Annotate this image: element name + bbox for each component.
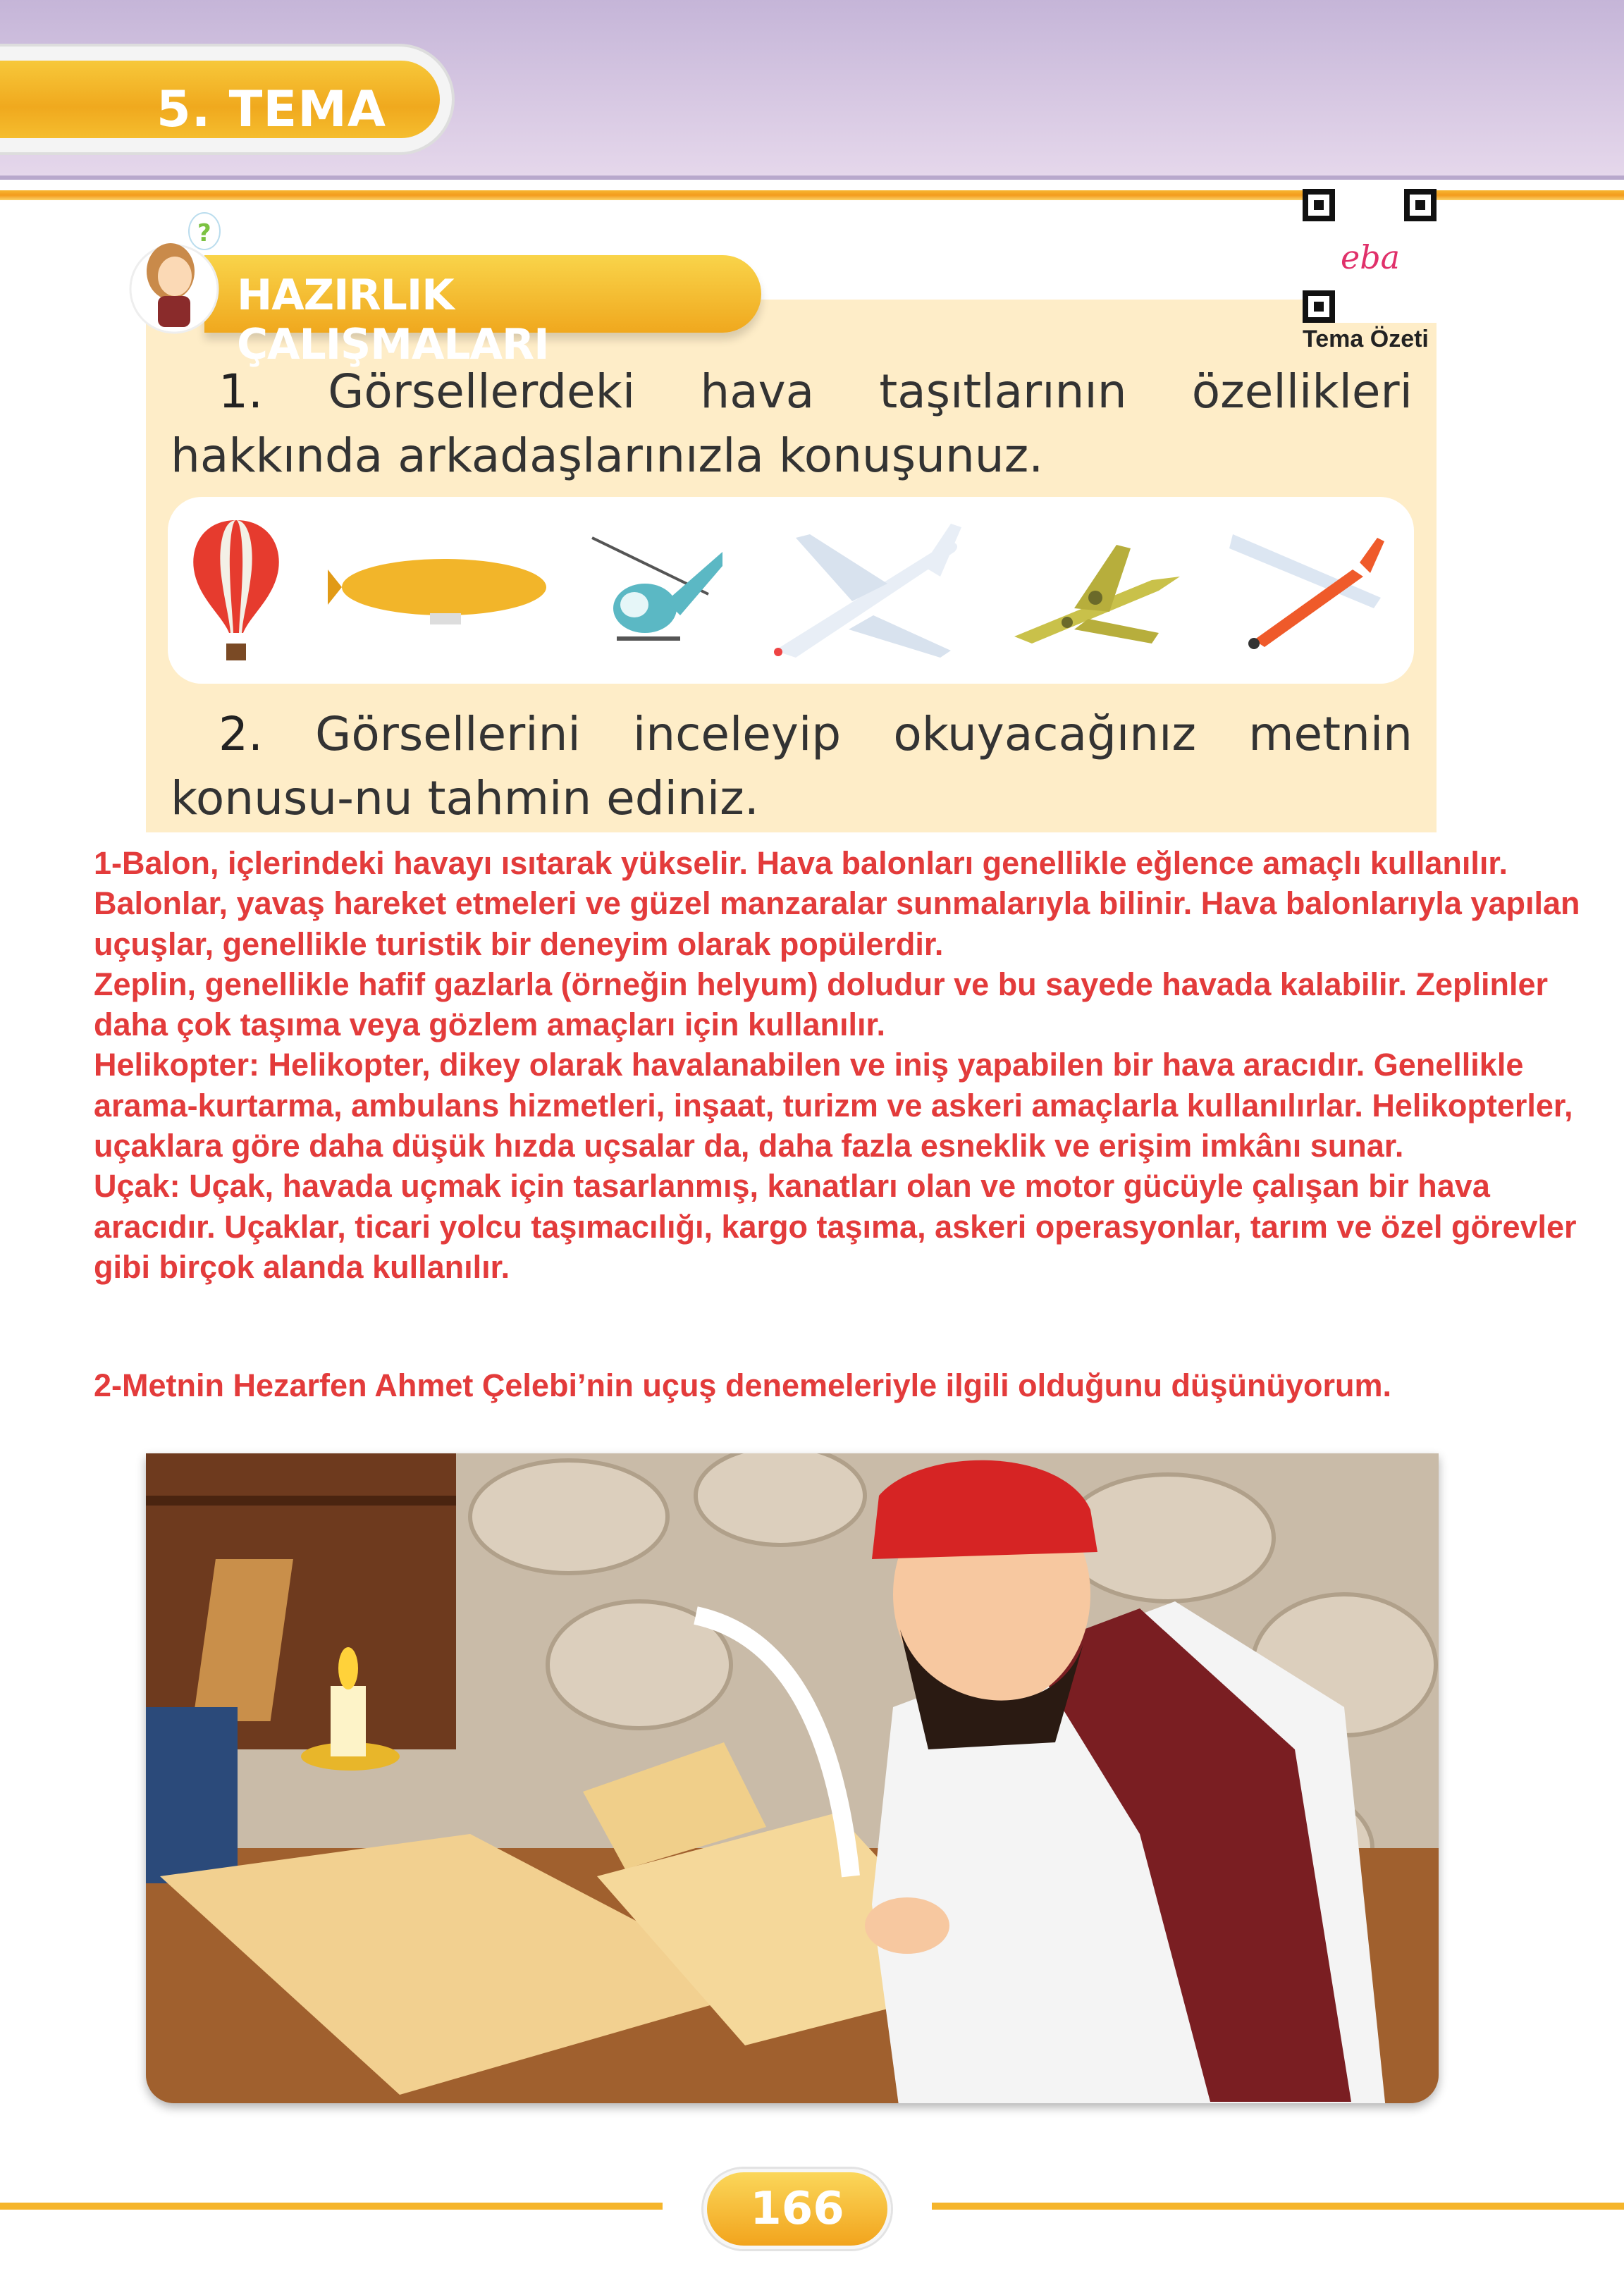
eba-logo: eba: [1338, 238, 1403, 276]
hot-air-balloon-icon: [187, 517, 285, 665]
qr-label: Tema Özeti: [1303, 326, 1429, 352]
propeller-plane-icon: [1226, 520, 1395, 661]
zeppelin-icon: [324, 548, 550, 633]
hezarfen-illustration: [146, 1453, 1439, 2103]
qr-code[interactable]: [1303, 189, 1437, 323]
question-2-text: Görsellerini inceleyip okuyacağınız metnin konusu-nu tahmin ediniz.: [171, 707, 1413, 825]
girl-mascot-icon: [121, 211, 227, 338]
svg-text:?: ?: [197, 219, 211, 247]
answer-zeppelin: Zeplin, genellikle hafif gazlarla (örneğin helyum) doludur ve bu sayede havada kalabilir. Zeplinler daha çok taşıma veya gözlem amaçları için kullanılır.: [94, 966, 1549, 1043]
question-2-number: 2.: [219, 707, 263, 761]
footer-line-right: [932, 2203, 1624, 2210]
helicopter-icon: [589, 524, 730, 658]
theme-badge: [0, 44, 455, 155]
aircraft-images: [168, 497, 1414, 684]
answer-1: [94, 843, 1616, 1287]
question-1-number: 1.: [219, 364, 263, 419]
answer-plane: Uçak: Uçak, havada uçmak için tasarlanmış, kanatları olan ve motor gücüyle çalışan bir hava aracıdır. Uçaklar, ticari yolcu taşımacılığı, kargo taşıma, askeri operasyonlar, tarım ve özel görevler gibi birçok alanda kullanılır.: [94, 1168, 1577, 1285]
question-1-text: Görsellerdeki hava taşıtlarının özellikleri hakkında arkadaşlarınızla konuşunuz.: [171, 364, 1413, 483]
answer-helicopter: Helikopter: Helikopter, dikey olarak havalanabilen ve iniş yapabilen bir hava aracıdır. Genellikle arama-kurtarma, ambulans hizmetleri, inşaat, turizm ve askeri amaçlarla kullanılırlar. Helikopterler, uçaklara göre daha düşük hızda uçsalar da, daha fazla esneklik ve erişim imkânı sunar.: [94, 1047, 1573, 1164]
section-title: HAZIRLIK ÇALIŞMALARI: [237, 271, 549, 369]
page-number: 166: [703, 2169, 891, 2249]
question-2: [171, 702, 1413, 830]
fighter-jet-icon: [1011, 531, 1187, 651]
question-1: [171, 359, 1413, 488]
footer-line-left: [0, 2203, 663, 2210]
theme-label: 5. TEMA: [156, 80, 387, 138]
section-banner: [204, 255, 761, 369]
answer-balloon: 1-Balon, içlerindeki havayı ısıtarak yükselir. Hava balonları genellikle eğlence amaçlı kullanılır. Balonlar, yavaş hareket etmeleri ve güzel manzaralar sunmalarıyla bilinir. Hava balonlarıyla yapılan uçuşlar, genellikle turistik bir deneyim olarak popülerdir.: [94, 845, 1580, 962]
airliner-icon: [768, 517, 972, 665]
answer-2: 2-Metnin Hezarfen Ahmet Çelebi’nin uçuş denemeleriyle ilgili olduğunu düşünüyorum.: [94, 1367, 1392, 1403]
